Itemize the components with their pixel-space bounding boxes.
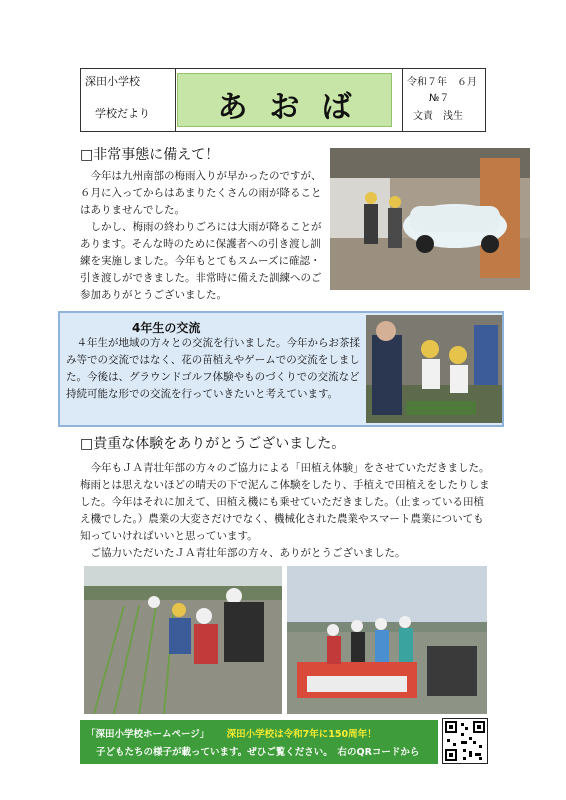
- photo-rice-planter: [287, 566, 487, 714]
- section-text-exchange: [66, 335, 362, 403]
- header-right-cell: [402, 69, 487, 131]
- photo-exchange: [366, 315, 502, 423]
- banner-line-2: 子どもたちの様子が載っています。ぜひご覧ください。 右のQRコードから: [96, 747, 420, 758]
- issue-date: 令和７年 ６月: [407, 77, 477, 88]
- section-heading-emergency: □非常事態に備えて！: [80, 147, 220, 163]
- photo-handover-drill: [330, 148, 530, 290]
- qr-code[interactable]: [442, 718, 488, 764]
- paragraph: ご協力いただいたＪＡ青壮年部の方々、ありがとうございました。: [90, 547, 406, 559]
- newsletter-title: あおば: [217, 90, 374, 125]
- issue-number: №７: [429, 93, 450, 104]
- author: 文責 浅生: [413, 111, 463, 122]
- paragraph: 今年もＪＡ青壮年部の方々のご協力による「田植え体験」をさせていただきました。梅雨とは思えないほどの晴天の下で泥んこ体験をしたり、手植えで田植えをしたりしました。今年はそれに加えて、田植え機にも乗せていただきました。（止まっている田植え機でした。）農業の大変さだけでなく、機械化された農業やスマート農業についても知っていければいいと思っています。: [80, 462, 490, 542]
- paragraph: しかし、梅雨の終わりごろには大雨が降ることがあります。そんな時のために保護者への引き渡し訓練を実施しました。今年もとてもスムーズに確認・引き渡しができました。非常時に備えた訓練へのご参加ありがとうございました。: [80, 221, 322, 301]
- section-heading-exchange: 4年生の交流: [132, 321, 201, 335]
- exchange-box: [58, 311, 504, 427]
- section-text-experience: [80, 460, 490, 562]
- newsletter-header: [80, 68, 486, 132]
- section-text-emergency: [80, 168, 326, 304]
- paragraph: ４年生が地域の方々との交流を行いました。今年からお茶揉み等での交流ではなく、花の苗植えやゲームでの交流をしました。今後は、グラウンドゴルフ体験やものづくりでの交流など持続可能な形での交流を行っていきたいと考えています。: [66, 337, 360, 400]
- homepage-label: 「深田小学校ホームページ」: [86, 729, 210, 740]
- header-left-cell: [81, 69, 176, 131]
- homepage-banner: [80, 720, 438, 764]
- photo-rice-planting: [84, 566, 282, 714]
- section-heading-experience: □貴重な体験をありがとうございました。: [80, 436, 346, 452]
- title-banner: [177, 73, 392, 127]
- newsletter-label: 学校だより: [95, 107, 150, 120]
- paragraph: 今年は九州南部の梅雨入りが早かったのですが、６月に入ってからはあまりたくさんの雨が降ることはありませんでした。: [80, 170, 322, 216]
- anniversary-text: 深田小学校は令和7年に150周年！: [226, 729, 377, 740]
- banner-line-1: [86, 726, 377, 740]
- school-name: 深田小学校: [85, 75, 140, 88]
